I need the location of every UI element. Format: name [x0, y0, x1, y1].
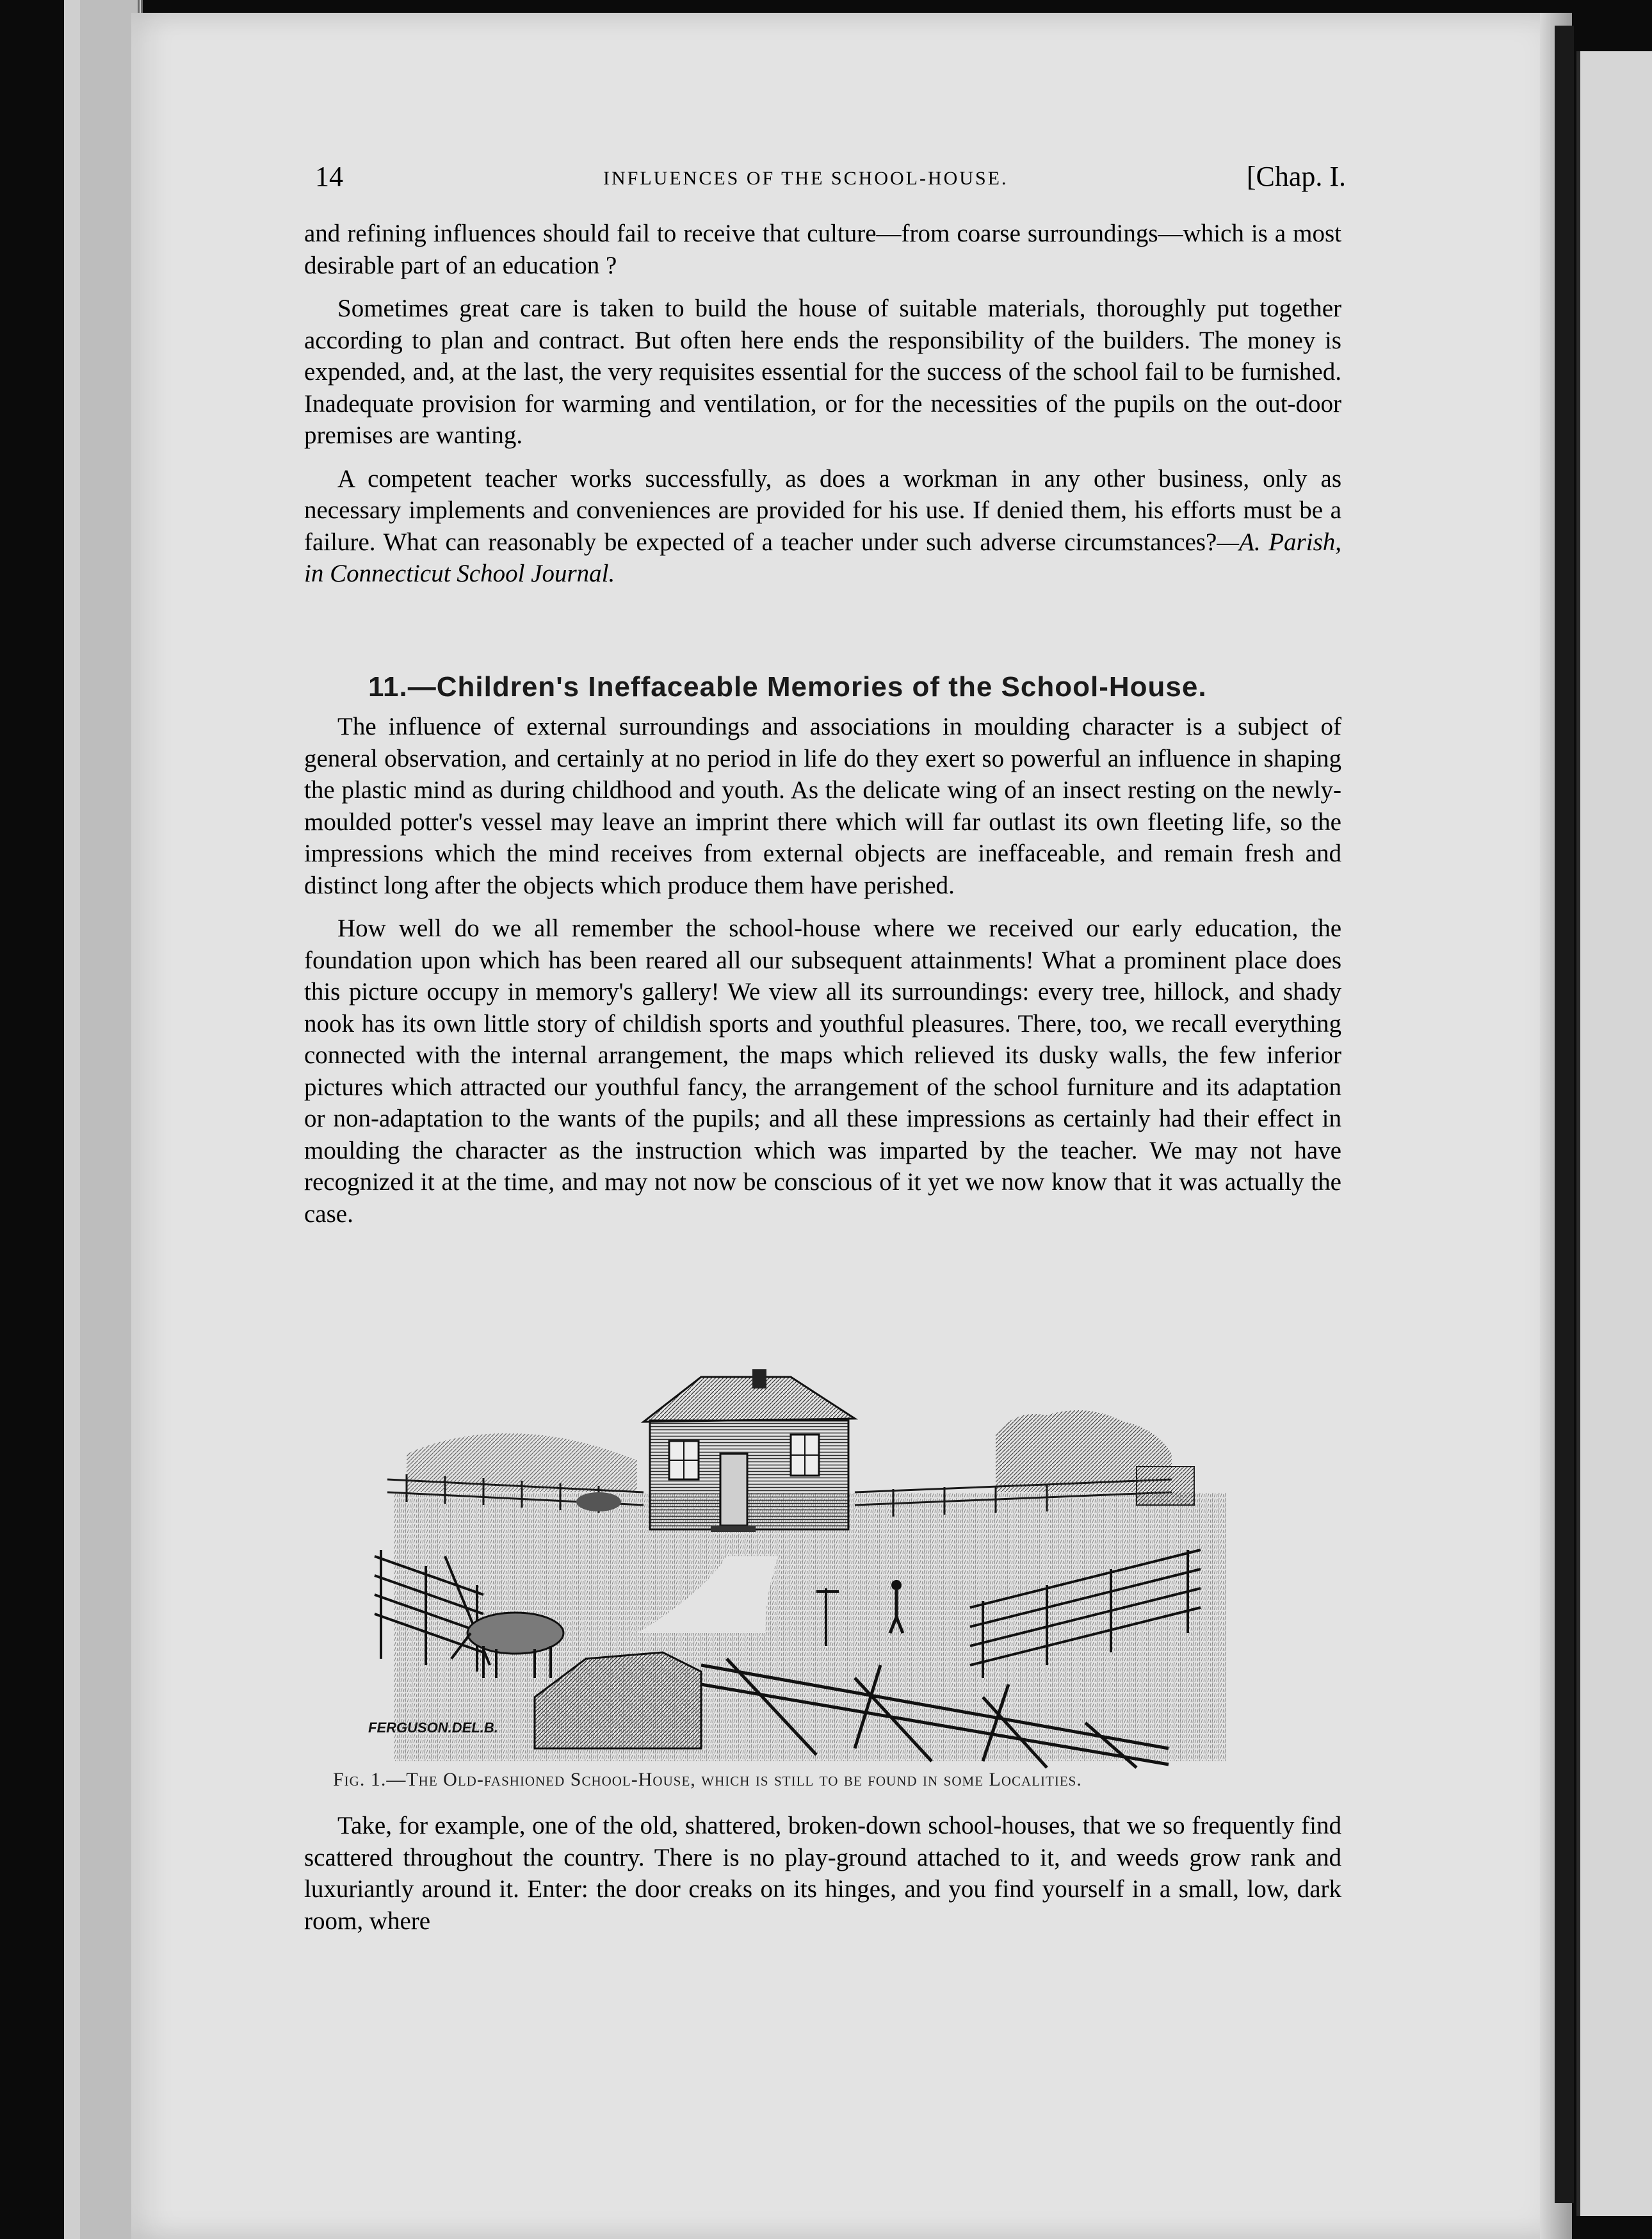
paragraph-text: A competent teacher works successfully, as does a workman in any other business, only as necessary implements and conveniences are provided for his use. If denied them, his efforts must be a failure. What can reasonably be expected of a teacher under such adverse circumstances? [304, 464, 1341, 556]
body-text-bottom [304, 1810, 1341, 1937]
schoolhouse-engraving [368, 1364, 1249, 1774]
stone-wall [1137, 1467, 1194, 1505]
paragraph: The influence of external surroundings and associations in moulding character is a subject of general observation, and certainly at no period in life do they exert so powerful an influence in shaping the plastic mind as during childhood and youth. As the delicate wing of an insect resting on the newly-moulded potter's vessel may leave an imprint there which will far outlast its own fleeting life, so the impressions which the mind receives from external objects are ineffaceable, and remain fresh and distinct long after the objects which produce them have perished. [304, 713, 1341, 899]
running-head [315, 160, 1346, 199]
chapter-marker: [Chap. I. [1246, 161, 1346, 192]
page-edge-shadow [1555, 26, 1574, 2203]
paragraph: Sometimes great care is taken to build the house of suitable materials, thoroughly put together according to plan and contract. But often here ends the responsibility of the builders. The money is expended, and, at the last, the very requisites essential for the success of the school fail to be furnished. Inadequate provision for warming and ventilation, or for the necessities of the pupils on the out-door premises are wanting. [304, 295, 1341, 449]
section-heading: 11.—Children's Ineffaceable Memories of the School-House. [368, 671, 1207, 703]
figure-caption: Fig. 1.—The Old-fashioned School-House, which is still to be found in some Localities. [333, 1769, 1082, 1790]
paragraph-with-citation [304, 463, 1341, 590]
body-text-top [304, 218, 1341, 590]
engraver-signature: FERGUSON.DEL.B. [368, 1720, 498, 1736]
paragraph: How well do we all remember the school-house where we received our early education, the foundation upon which has been reared all our subsequent attainments! What a prominent place does this picture occupy in memory's gallery! We view all its surroundings: every tree, hillock, and shady nook has its own little story of childish sports and youthful pleasures. There, too, we recall everything connected with the internal arrangement, the maps which relieved its dusky walls, the few inferior pictures which attracted our youthful fancy, the arrangement of the school furniture and its adaptation or non-adaptation to the wants of the pupils; and all these impressions as certainly had their effect in moulding the character as the instruction which was imparted by the teacher. We may not have recognized it at the time, and may not now be conscious of it yet we now know that it was actually the case. [304, 915, 1341, 1228]
paragraph: Take, for example, one of the old, shattered, broken-down school-houses, that we so frequently find scattered throughout the country. There is no play-ground attached to it, and weeds grow rank and luxuriantly around it. Enter: the door creaks on its hinges, and you find yourself in a small, low, dark room, where [304, 1812, 1341, 1935]
paragraph: and refining influences should fail to receive that culture—from coarse surroundings—which is a most desirable part of an education ? [304, 220, 1341, 279]
page-number: 14 [315, 161, 343, 192]
cow-far [576, 1492, 621, 1511]
schoolhouse [644, 1369, 855, 1532]
body-text-section [304, 711, 1341, 1230]
engraving-illustration [368, 1364, 1249, 1774]
citation: —A. Parish, in Connecticut School Journal. [304, 528, 1341, 587]
running-title: INFLUENCES OF THE SCHOOL-HOUSE. [603, 168, 1008, 189]
next-page-sliver [1576, 51, 1652, 2216]
